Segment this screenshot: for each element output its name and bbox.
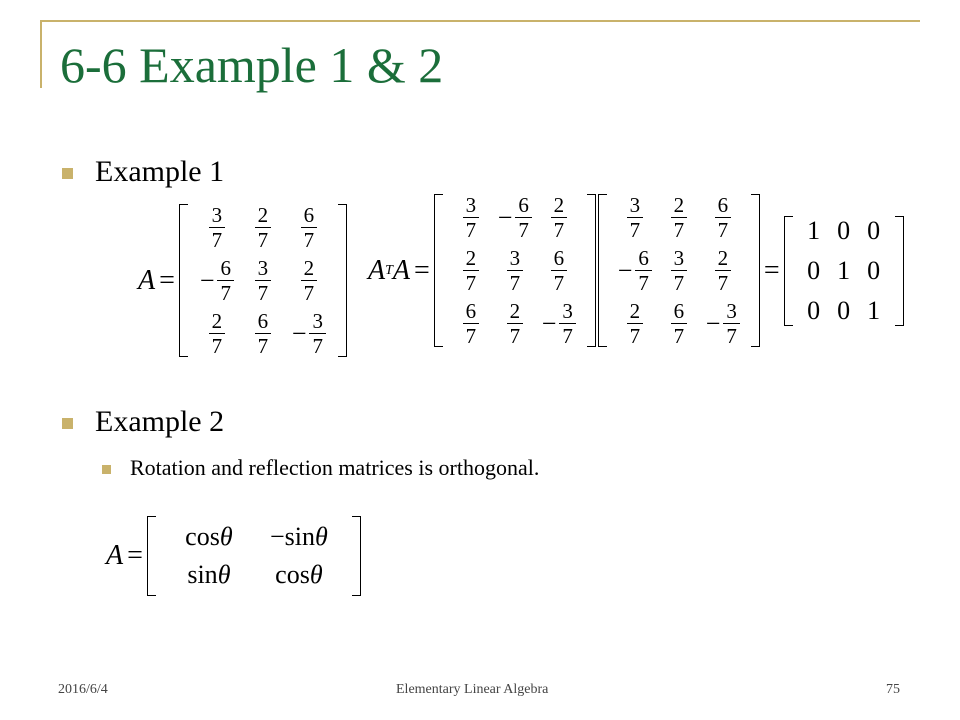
footer-course: Elementary Linear Algebra xyxy=(396,682,549,697)
fraction-denominator: 7 xyxy=(257,228,269,253)
fraction-numerator: 3 xyxy=(723,300,740,324)
example2-equation xyxy=(106,516,361,596)
left-bracket xyxy=(598,194,607,347)
fraction-numerator: 3 xyxy=(559,300,576,324)
eq2-lhs-superscript: T xyxy=(385,262,393,278)
right-bracket xyxy=(895,216,904,326)
matrix-cell: 1 xyxy=(807,215,821,245)
fraction-numerator: 3 xyxy=(463,194,480,218)
fraction xyxy=(255,310,272,357)
matrix-cell: 0 xyxy=(837,295,851,325)
trig-function: cos xyxy=(185,522,220,551)
fraction xyxy=(507,247,524,294)
fraction xyxy=(301,204,318,251)
matrix-cell xyxy=(551,194,568,241)
fraction-numerator: 6 xyxy=(301,204,318,228)
example1-equation-a xyxy=(138,204,347,357)
fraction-numerator: 6 xyxy=(255,310,272,334)
footer-page-number: 75 xyxy=(886,682,900,697)
fraction-numerator: 3 xyxy=(507,247,524,271)
fraction-numerator: 6 xyxy=(463,300,480,324)
fraction-denominator: 7 xyxy=(220,281,231,306)
matrix-cell xyxy=(542,300,576,347)
fraction xyxy=(301,257,318,304)
fraction-numerator: 3 xyxy=(209,204,226,228)
fraction-denominator: 7 xyxy=(717,218,729,243)
matrix-cell xyxy=(185,522,232,552)
fraction xyxy=(309,310,326,357)
matrix-cell xyxy=(187,560,230,590)
fraction xyxy=(715,194,732,241)
matrix-cell xyxy=(275,560,322,590)
fraction-denominator: 7 xyxy=(211,228,223,253)
right-bracket xyxy=(587,194,596,347)
fraction xyxy=(463,194,480,241)
matrix-cell xyxy=(463,300,480,347)
fraction xyxy=(671,247,688,294)
fraction-denominator: 7 xyxy=(673,271,685,296)
matrix-cell: 1 xyxy=(837,255,851,285)
fraction-numerator: 3 xyxy=(627,194,644,218)
fraction-numerator: 3 xyxy=(309,310,326,334)
matrix-cell xyxy=(671,300,688,347)
matrix-cell xyxy=(200,257,234,304)
fraction xyxy=(635,247,652,294)
angle-symbol: θ xyxy=(219,522,233,551)
sub-bullet-square-icon xyxy=(102,465,111,474)
example2-heading: Example 2 xyxy=(95,405,225,438)
matrix-cell xyxy=(270,522,328,552)
matrix-cell xyxy=(255,204,272,251)
fraction-denominator: 7 xyxy=(518,218,529,243)
rotation-matrix xyxy=(147,516,361,596)
matrix-cell xyxy=(301,204,318,251)
fraction-denominator: 7 xyxy=(257,281,269,306)
minus-sign: − xyxy=(270,522,285,551)
fraction xyxy=(217,257,234,304)
title-frame-left-rule xyxy=(40,20,42,88)
fraction-denominator: 7 xyxy=(303,281,315,306)
fraction xyxy=(463,300,480,347)
matrix-cell xyxy=(715,194,732,241)
fraction-numerator: 2 xyxy=(301,257,318,281)
left-bracket xyxy=(147,516,156,596)
identity-matrix-grid xyxy=(793,216,895,326)
fraction-numerator: 6 xyxy=(551,247,568,271)
fraction-denominator: 7 xyxy=(257,334,269,359)
fraction-denominator: 7 xyxy=(629,218,641,243)
eq2-equals: = xyxy=(414,254,430,286)
fraction-numerator: 6 xyxy=(715,194,732,218)
angle-symbol: θ xyxy=(217,560,231,589)
fraction-denominator: 7 xyxy=(303,228,315,253)
right-bracket xyxy=(352,516,361,596)
fraction xyxy=(255,257,272,304)
matrix-cell xyxy=(209,310,226,357)
matrix-cell xyxy=(507,300,524,347)
fraction xyxy=(209,310,226,357)
fraction xyxy=(559,300,576,347)
trig-function: sin xyxy=(187,560,218,589)
matrix-cell: 0 xyxy=(837,215,851,245)
fraction xyxy=(463,247,480,294)
fraction-numerator: 3 xyxy=(255,257,272,281)
fraction xyxy=(551,247,568,294)
minus-sign: − xyxy=(705,308,721,338)
matrix-cell: 0 xyxy=(867,255,881,285)
eq1-equals: = xyxy=(159,264,175,296)
fraction-numerator: 6 xyxy=(515,194,532,218)
fraction-denominator: 7 xyxy=(629,324,641,349)
matrix-a-transpose-grid xyxy=(443,194,587,347)
fraction-numerator: 6 xyxy=(671,300,688,324)
matrix-cell xyxy=(463,247,480,294)
fraction-numerator: 6 xyxy=(635,247,652,271)
matrix-cell xyxy=(301,257,318,304)
matrix-cell xyxy=(627,194,644,241)
matrix-cell xyxy=(507,247,524,294)
fraction xyxy=(627,194,644,241)
eq3-lhs: A xyxy=(106,540,124,571)
fraction-denominator: 7 xyxy=(717,271,729,296)
eq2-equals-identity: = xyxy=(763,254,780,286)
eq2-lhs-tail: A xyxy=(392,254,411,286)
fraction-denominator: 7 xyxy=(638,271,649,296)
matrix-cell: 1 xyxy=(867,295,881,325)
fraction xyxy=(671,194,688,241)
fraction xyxy=(209,204,226,251)
right-bracket xyxy=(751,194,760,347)
bullet-square-icon xyxy=(62,418,73,429)
matrix-cell xyxy=(671,247,688,294)
identity-matrix xyxy=(784,216,904,326)
matrix-cell xyxy=(255,257,272,304)
fraction-denominator: 7 xyxy=(465,218,477,243)
matrix-cell: 0 xyxy=(807,255,821,285)
matrix-a-second-grid xyxy=(607,194,751,347)
fraction-numerator: 2 xyxy=(507,300,524,324)
fraction-numerator: 2 xyxy=(255,204,272,228)
matrix-a-transpose xyxy=(434,194,596,347)
fraction-denominator: 7 xyxy=(562,324,573,349)
fraction xyxy=(671,300,688,347)
angle-symbol: θ xyxy=(309,560,323,589)
trig-function: sin xyxy=(284,522,316,551)
fraction xyxy=(255,204,272,251)
fraction-numerator: 6 xyxy=(217,257,234,281)
fraction-numerator: 3 xyxy=(671,247,688,271)
title-frame-top-rule xyxy=(40,20,920,22)
trig-function: cos xyxy=(275,560,310,589)
fraction-denominator: 7 xyxy=(465,324,477,349)
matrix-cell xyxy=(498,194,532,241)
fraction-denominator: 7 xyxy=(509,324,521,349)
fraction-denominator: 7 xyxy=(312,334,323,359)
left-bracket xyxy=(434,194,443,347)
fraction-numerator: 2 xyxy=(671,194,688,218)
eq1-lhs: A xyxy=(138,264,156,296)
matrix-cell xyxy=(706,300,740,347)
fraction-denominator: 7 xyxy=(553,218,565,243)
minus-sign: − xyxy=(617,255,633,285)
minus-sign: − xyxy=(541,308,557,338)
minus-sign: − xyxy=(497,202,513,232)
fraction-denominator: 7 xyxy=(673,324,685,349)
fraction-denominator: 7 xyxy=(465,271,477,296)
matrix-cell: 0 xyxy=(867,215,881,245)
left-bracket xyxy=(784,216,793,326)
fraction xyxy=(551,194,568,241)
fraction-numerator: 2 xyxy=(551,194,568,218)
fraction-denominator: 7 xyxy=(726,324,737,349)
fraction xyxy=(627,300,644,347)
matrix-cell: 0 xyxy=(807,295,821,325)
left-bracket xyxy=(179,204,188,357)
matrix-cell xyxy=(627,300,644,347)
fraction-denominator: 7 xyxy=(509,271,521,296)
example1-heading: Example 1 xyxy=(95,155,225,188)
example2-sub-bullet: Rotation and reflection matrices is orthogonal. xyxy=(130,455,540,480)
fraction-denominator: 7 xyxy=(673,218,685,243)
angle-symbol: θ xyxy=(315,522,328,551)
matrix-cell xyxy=(671,194,688,241)
matrix-a xyxy=(179,204,347,357)
fraction-numerator: 2 xyxy=(463,247,480,271)
matrix-a-second xyxy=(598,194,760,347)
fraction-numerator: 2 xyxy=(209,310,226,334)
fraction xyxy=(723,300,740,347)
matrix-cell xyxy=(551,247,568,294)
minus-sign: − xyxy=(291,318,307,348)
fraction xyxy=(507,300,524,347)
matrix-cell xyxy=(255,310,272,357)
fraction xyxy=(715,247,732,294)
eq2-lhs-base: A xyxy=(368,254,386,286)
matrix-cell xyxy=(292,310,326,357)
minus-sign: − xyxy=(199,265,215,295)
fraction-denominator: 7 xyxy=(211,334,223,359)
fraction-denominator: 7 xyxy=(553,271,565,296)
matrix-cell xyxy=(209,204,226,251)
footer-date: 2016/6/4 xyxy=(58,682,108,697)
matrix-cell xyxy=(463,194,480,241)
fraction-numerator: 2 xyxy=(627,300,644,324)
matrix-a-grid xyxy=(188,204,338,357)
matrix-cell xyxy=(618,247,652,294)
matrix-cell xyxy=(715,247,732,294)
bullet-square-icon xyxy=(62,168,73,179)
slide-title: 6-6 Example 1 & 2 xyxy=(60,37,444,93)
fraction-numerator: 2 xyxy=(715,247,732,271)
example1-equation-ata xyxy=(368,194,904,347)
eq3-equals: = xyxy=(127,540,143,571)
right-bracket xyxy=(338,204,347,357)
rotation-matrix-grid xyxy=(156,516,352,596)
fraction xyxy=(515,194,532,241)
